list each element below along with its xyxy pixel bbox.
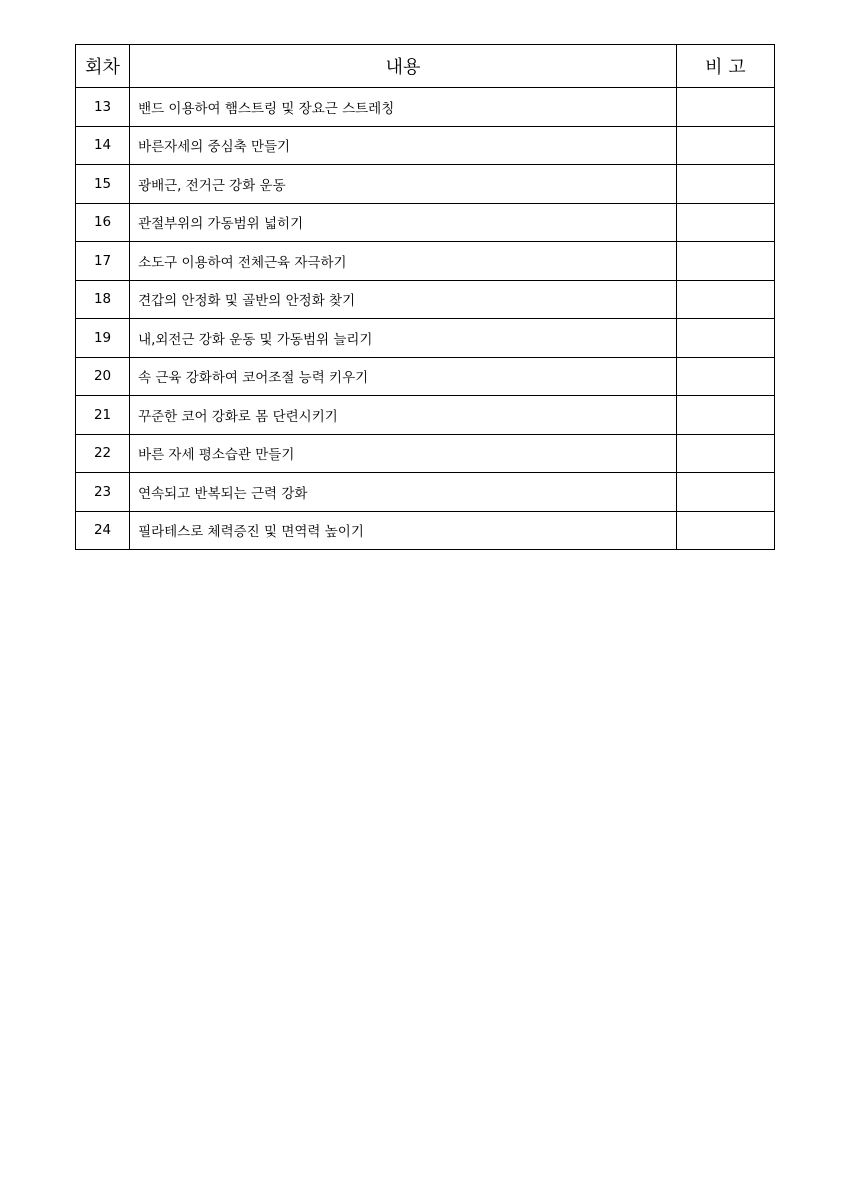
session-number: 21 [76, 396, 130, 435]
table-row [76, 242, 775, 281]
session-number: 22 [76, 434, 130, 473]
table-row [76, 434, 775, 473]
session-number: 23 [76, 473, 130, 512]
header-note: 비 고 [676, 45, 774, 88]
session-number: 24 [76, 511, 130, 550]
session-number: 20 [76, 357, 130, 396]
session-note [676, 203, 774, 242]
session-note [676, 434, 774, 473]
session-content: 밴드 이용하여 햄스트링 및 장요근 스트레칭 [130, 88, 677, 127]
table-row [76, 165, 775, 204]
session-content: 바른 자세 평소습관 만들기 [130, 434, 677, 473]
header-session: 회차 [76, 45, 130, 88]
session-content: 꾸준한 코어 강화로 몸 단련시키기 [130, 396, 677, 435]
session-number: 14 [76, 126, 130, 165]
table-row [76, 511, 775, 550]
table-row [76, 203, 775, 242]
session-content: 바른자세의 중심축 만들기 [130, 126, 677, 165]
session-note [676, 165, 774, 204]
session-number: 17 [76, 242, 130, 281]
session-number: 15 [76, 165, 130, 204]
table-row [76, 357, 775, 396]
session-content: 견갑의 안정화 및 골반의 안정화 찾기 [130, 280, 677, 319]
session-note [676, 319, 774, 358]
table-row [76, 88, 775, 127]
session-note [676, 126, 774, 165]
session-content: 속 근육 강화하여 코어조절 능력 키우기 [130, 357, 677, 396]
schedule-table [75, 44, 775, 550]
session-content: 소도구 이용하여 전체근육 자극하기 [130, 242, 677, 281]
table-row [76, 126, 775, 165]
session-number: 18 [76, 280, 130, 319]
session-note [676, 242, 774, 281]
session-note [676, 511, 774, 550]
session-note [676, 357, 774, 396]
session-note [676, 473, 774, 512]
table-row [76, 319, 775, 358]
session-content: 연속되고 반복되는 근력 강화 [130, 473, 677, 512]
session-note [676, 280, 774, 319]
session-content: 관절부위의 가동범위 넓히기 [130, 203, 677, 242]
table-header-row [76, 45, 775, 88]
session-content: 필라테스로 체력증진 및 면역력 높이기 [130, 511, 677, 550]
session-number: 13 [76, 88, 130, 127]
session-content: 내,외전근 강화 운동 및 가동범위 늘리기 [130, 319, 677, 358]
table-row [76, 396, 775, 435]
session-number: 16 [76, 203, 130, 242]
session-content: 광배근, 전거근 강화 운동 [130, 165, 677, 204]
header-content: 내용 [130, 45, 677, 88]
table-row [76, 280, 775, 319]
session-note [676, 396, 774, 435]
table-row [76, 473, 775, 512]
session-number: 19 [76, 319, 130, 358]
session-note [676, 88, 774, 127]
